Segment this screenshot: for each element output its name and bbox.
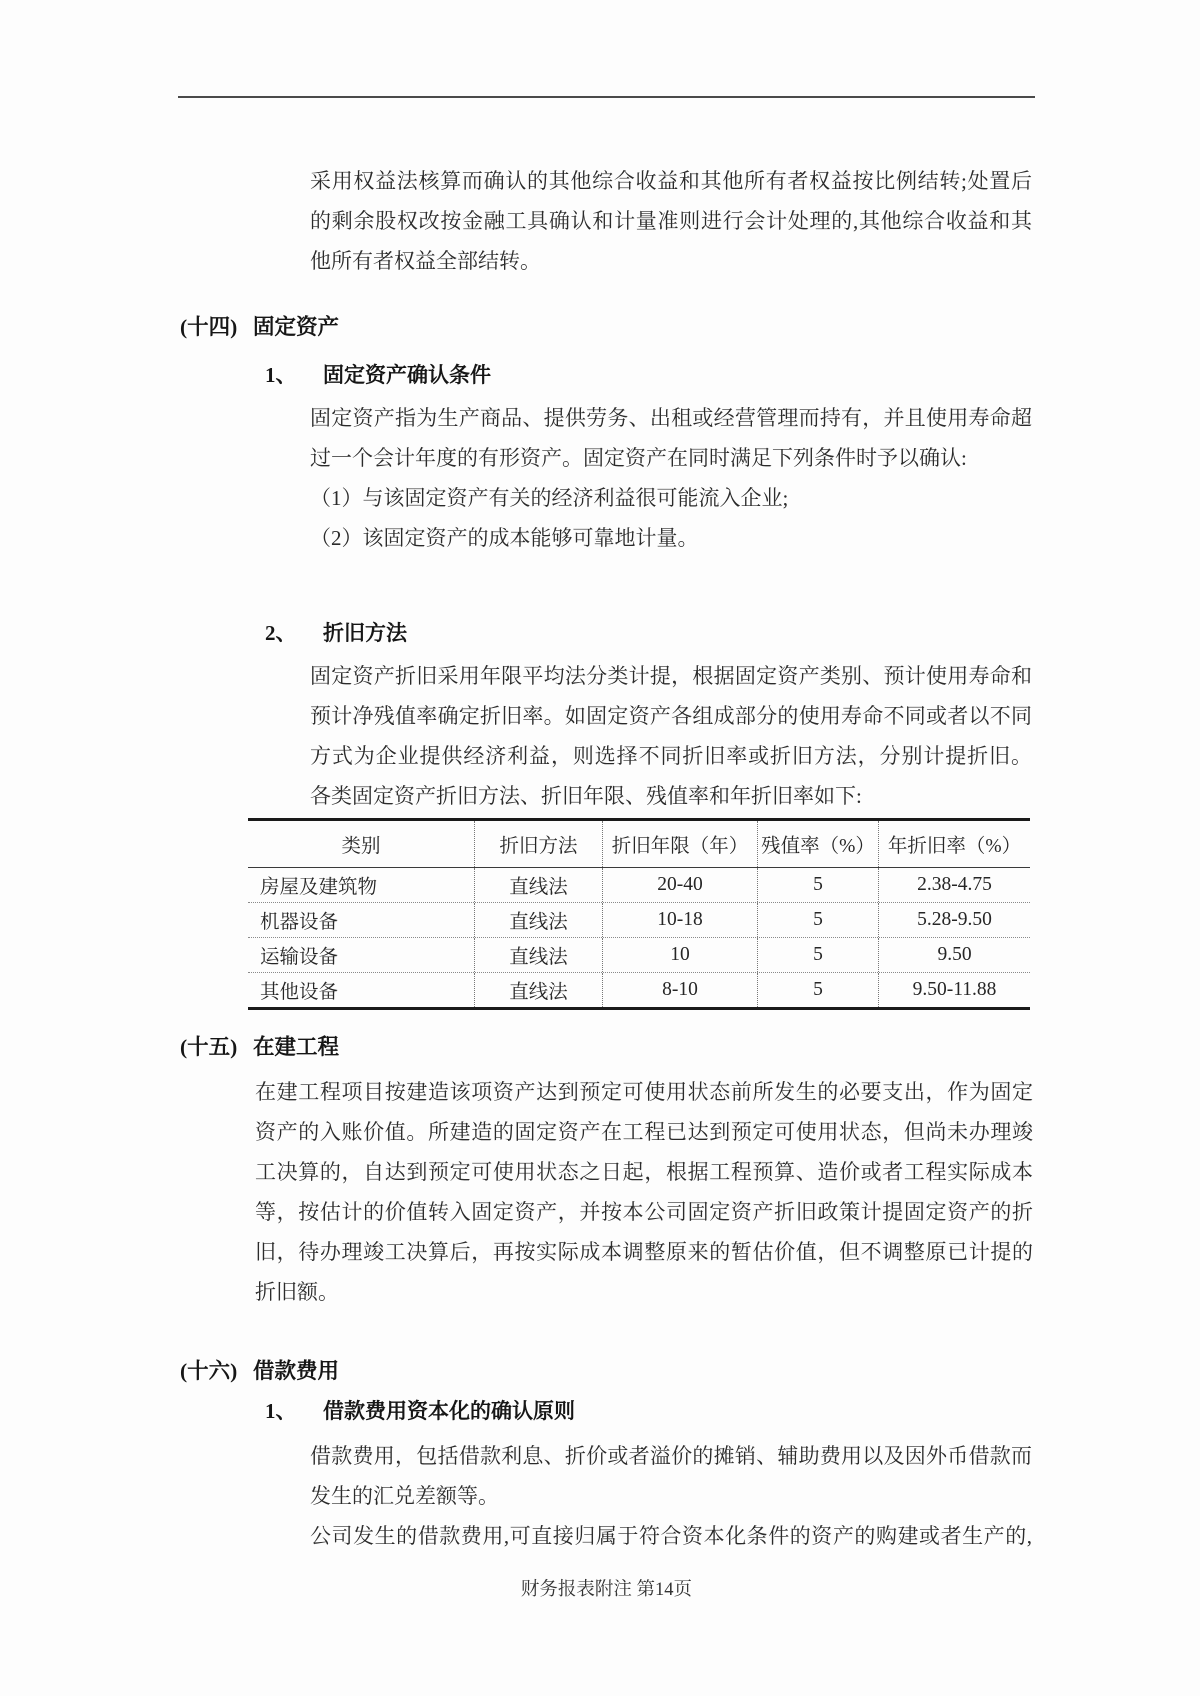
text-line: 公司发生的借款费用,可直接归属于符合资本化条件的资产的购建或者生产的, xyxy=(310,1524,1032,1548)
table-cell: 直线法 xyxy=(474,938,602,972)
section-14-heading xyxy=(180,312,339,342)
subitem-1-heading xyxy=(265,360,491,390)
text-line: （2）该固定资产的成本能够可靠地计量。 xyxy=(310,526,699,550)
table-header-cell: 类别 xyxy=(341,836,381,857)
text-line: 过一个会计年度的有形资产。固定资产在同时满足下列条件时予以确认: xyxy=(310,446,967,470)
section-number: (十六) xyxy=(180,1359,238,1383)
table-cell: 直线法 xyxy=(474,903,602,937)
table-cell: 10-18 xyxy=(602,903,757,937)
section-number: (十四) xyxy=(180,315,238,339)
subitem-1-heading xyxy=(265,1396,575,1426)
table-cell: 其他设备 xyxy=(260,982,339,1003)
subitem-number: 2、 xyxy=(265,621,297,645)
table-cell: 5 xyxy=(757,973,878,1007)
text-line: 预计净残值率确定折旧率。如固定资产各组成部分的使用寿命不同或者以不同 xyxy=(310,704,1032,728)
text-line: 固定资产指为生产商品、提供劳务、出租或经营管理而持有，并且使用寿命超 xyxy=(310,406,1032,430)
section-title: 在建工程 xyxy=(253,1035,340,1059)
page-footer-text: 财务报表附注 第14页 xyxy=(520,1580,693,1600)
text-line: 他所有者权益全部结转。 xyxy=(310,249,541,273)
table-header-cell: 折旧年限（年） xyxy=(602,821,757,867)
depreciation-table xyxy=(248,818,1030,1010)
table-header-cell: 折旧方法 xyxy=(474,821,602,867)
subitem-title: 折旧方法 xyxy=(323,621,407,645)
paragraph-fixed-asset-recognition xyxy=(310,398,1032,558)
section-15-heading xyxy=(180,1032,339,1062)
table-cell: 9.50 xyxy=(878,938,1030,972)
table-cell: 5 xyxy=(757,938,878,972)
text-line: 方式为企业提供经济利益，则选择不同折旧率或折旧方法，分别计提折旧。 xyxy=(310,744,1032,768)
subitem-title: 固定资产确认条件 xyxy=(323,363,491,387)
table-cell: 直线法 xyxy=(474,868,602,902)
text-line: 折旧额。 xyxy=(255,1280,339,1304)
table-header-cell: 残值率（%） xyxy=(757,821,878,867)
text-line: 等，按估计的价值转入固定资产，并按本公司固定资产折旧政策计提固定资产的折 xyxy=(255,1200,1033,1224)
table-cell: 10 xyxy=(602,938,757,972)
table-cell: 5.28-9.50 xyxy=(878,903,1030,937)
section-16-heading xyxy=(180,1356,339,1386)
paragraph-construction-in-progress xyxy=(255,1072,1033,1312)
intro-paragraph xyxy=(310,161,1032,281)
text-line: 在建工程项目按建造该项资产达到预定可使用状态前所发生的必要支出，作为固定 xyxy=(255,1080,1033,1104)
subitem-title: 借款费用资本化的确认原则 xyxy=(323,1399,575,1423)
text-line: 资产的入账价值。所建造的固定资产在工程已达到预定可使用状态，但尚未办理竣 xyxy=(255,1120,1033,1144)
table-cell: 2.38-4.75 xyxy=(878,868,1030,902)
table-cell: 直线法 xyxy=(474,973,602,1007)
subitem-2-heading xyxy=(265,618,407,648)
text-line: 采用权益法核算而确认的其他综合收益和其他所有者权益按比例结转;处置后 xyxy=(310,169,1032,193)
text-line: （1）与该固定资产有关的经济利益很可能流入企业; xyxy=(310,486,789,510)
text-line: 借款费用，包括借款利息、折价或者溢价的摊销、辅助费用以及因外币借款而 xyxy=(310,1444,1032,1468)
text-line: 工决算的，自达到预定可使用状态之日起，根据工程预算、造价或者工程实际成本 xyxy=(255,1160,1033,1184)
table-row xyxy=(248,868,1030,903)
section-number: (十五) xyxy=(180,1035,238,1059)
table-cell: 运输设备 xyxy=(260,947,339,968)
table-cell: 20-40 xyxy=(602,868,757,902)
table-header-row xyxy=(248,821,1030,868)
page-footer xyxy=(178,1575,1035,1601)
paragraph-depreciation-method xyxy=(310,656,1032,816)
section-title: 借款费用 xyxy=(253,1359,340,1383)
text-line: 固定资产折旧采用年限平均法分类计提，根据固定资产类别、预计使用寿命和 xyxy=(310,664,1032,688)
text-line: 各类固定资产折旧方法、折旧年限、残值率和年折旧率如下: xyxy=(310,784,862,808)
table-cell: 5 xyxy=(757,868,878,902)
table-cell: 8-10 xyxy=(602,973,757,1007)
table-cell: 9.50-11.88 xyxy=(878,973,1030,1007)
section-title: 固定资产 xyxy=(253,315,340,339)
table-cell: 机器设备 xyxy=(260,912,339,933)
text-line: 旧，待办理竣工决算后，再按实际成本调整原来的暂估价值，但不调整原已计提的 xyxy=(255,1240,1033,1264)
table-row xyxy=(248,903,1030,938)
paragraph-borrowing-costs xyxy=(310,1436,1032,1556)
table-cell: 5 xyxy=(757,903,878,937)
header-rule xyxy=(178,96,1035,98)
subitem-number: 1、 xyxy=(265,1399,297,1423)
text-line: 的剩余股权改按金融工具确认和计量准则进行会计处理的,其他综合收益和其 xyxy=(310,209,1032,233)
subitem-number: 1、 xyxy=(265,363,297,387)
table-cell: 房屋及建筑物 xyxy=(260,877,378,898)
table-row xyxy=(248,938,1030,973)
text-line: 发生的汇兑差额等。 xyxy=(310,1484,499,1508)
table-header-cell: 年折旧率（%） xyxy=(878,821,1030,867)
table-row xyxy=(248,973,1030,1007)
